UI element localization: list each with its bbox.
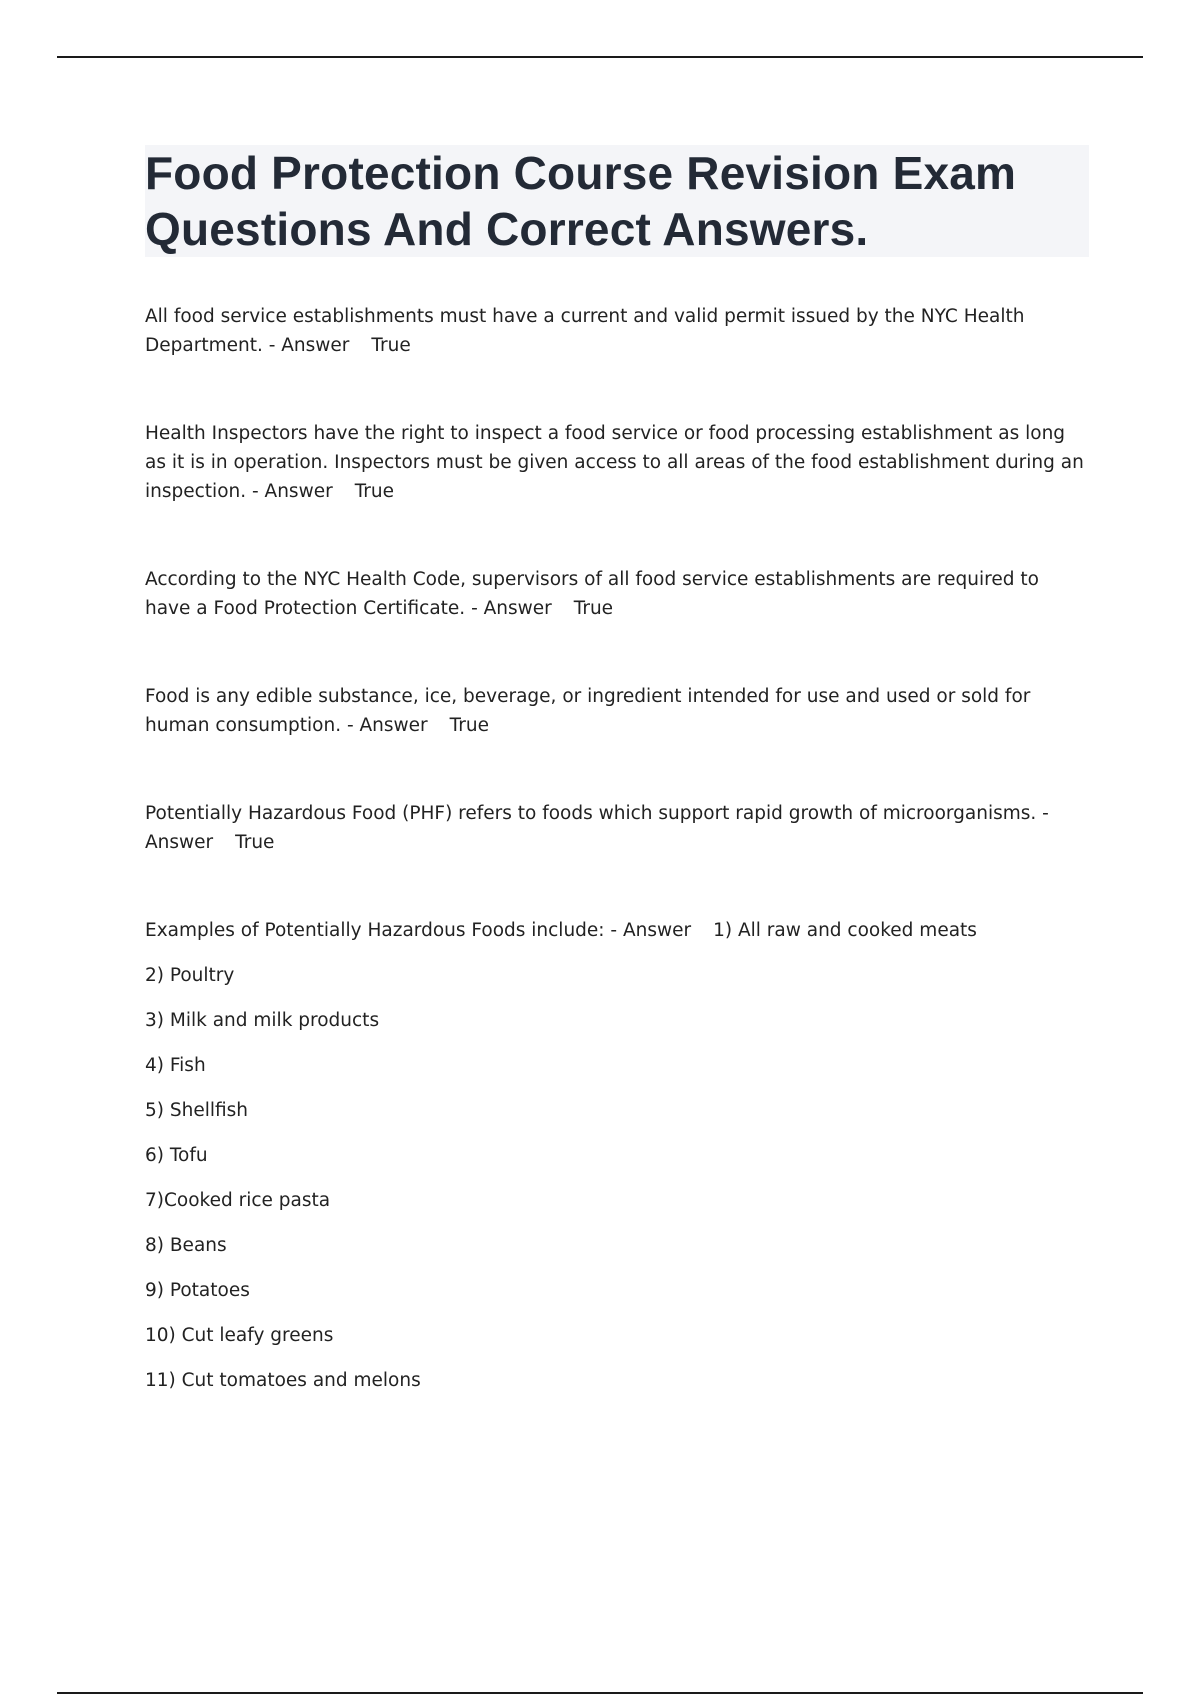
qa-question: All food service establishments must have a current and valid permit issued by the NYC Health Department. - Answer [145,306,1025,356]
qa-question: According to the NYC Health Code, supervisors of all food service establishments are required to have a Food Protection Certificate. - Answer [145,569,1039,619]
bottom-rule [57,1692,1143,1694]
list-item: 3) Milk and milk products [145,1010,380,1031]
qa-answer: True [573,598,614,619]
list-item: 1) All raw and cooked meats [713,920,977,941]
list-item: 9) Potatoes [145,1280,250,1301]
qa-answer: True [354,481,394,502]
top-rule [57,56,1143,58]
qa-question: Potentially Hazardous Food (PHF) refers to foods which support rapid growth of microorganisms. - Answer [145,803,1049,853]
list-item: 4) Fish [145,1055,206,1076]
list-item: 10) Cut leafy greens [145,1325,334,1346]
document-body [145,302,1085,1411]
list-item: 7)Cooked rice pasta [145,1190,331,1211]
title-block [145,145,1089,257]
qa-answer: True [449,715,489,736]
list-item: 2) Poultry [145,965,235,986]
qa-question: Food is any edible substance, ice, beverage, or ingredient intended for use and used or sold for human consumption. - Answer [145,686,1031,736]
qa-question: Examples of Potentially Hazardous Foods include: - Answer [145,920,692,941]
qa-answer: True [371,335,411,356]
qa-item [145,682,1085,740]
qa-answer: True [235,832,275,853]
list-item: 8) Beans [145,1235,227,1256]
qa-item [145,565,1085,623]
list-item: 5) Shellfish [145,1100,249,1121]
phf-examples [145,916,1085,1395]
document-title: Food Protection Course Revision Exam Questions And Correct Answers. [145,147,1017,255]
list-item: 11) Cut tomatoes and melons [145,1370,421,1391]
phf-question [145,916,1085,945]
qa-item [145,799,1085,857]
list-item: 6) Tofu [145,1145,208,1166]
qa-question: Health Inspectors have the right to inspect a food service or food processing establishment as long as it is in operation. Inspectors must be given access to all areas of the food establishment during an inspection. - Answer [145,423,1084,502]
qa-item [145,419,1085,506]
qa-item [145,302,1085,360]
